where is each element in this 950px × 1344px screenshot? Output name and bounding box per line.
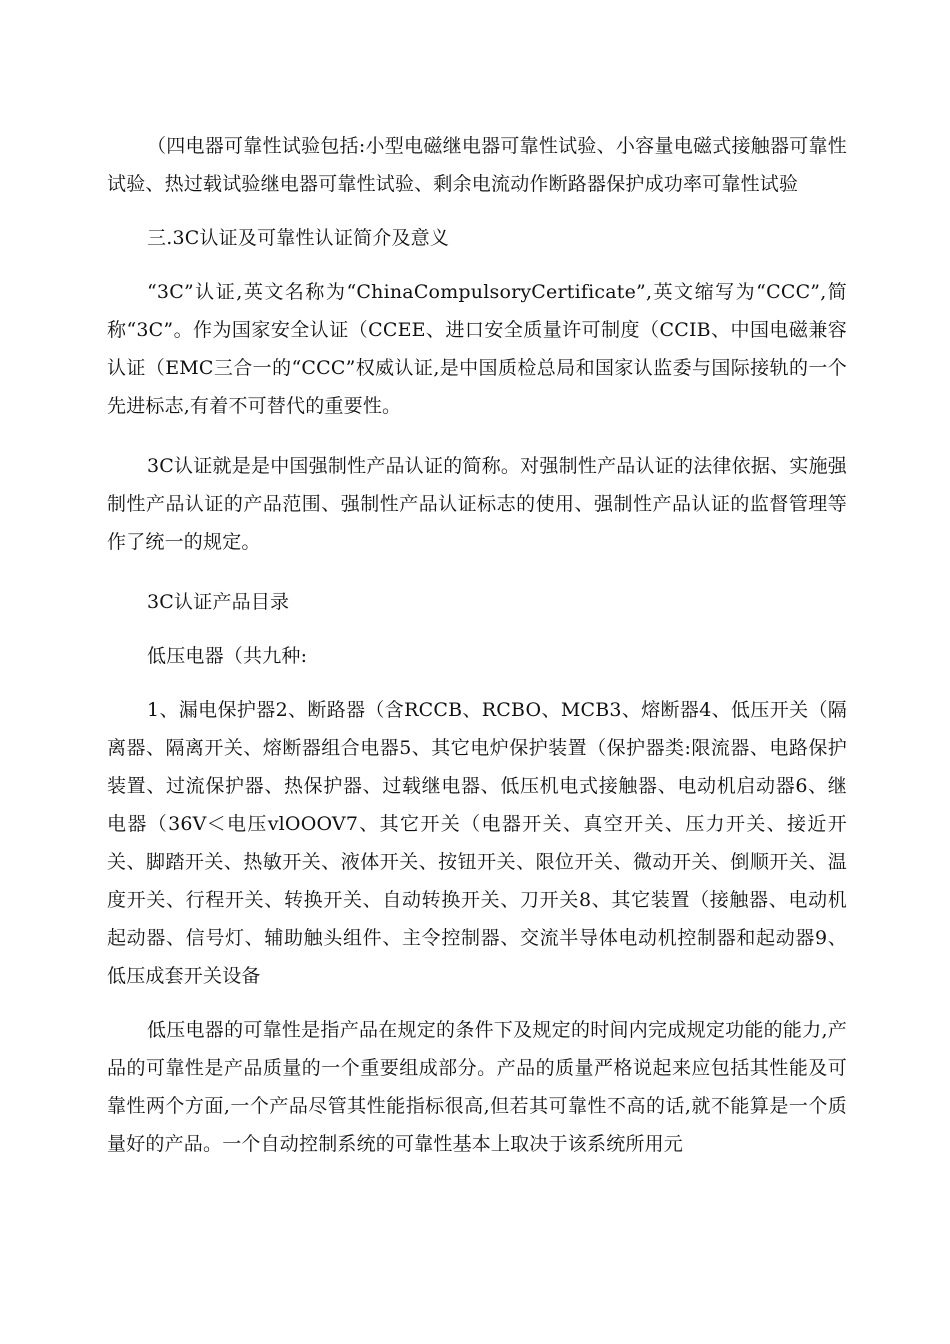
paragraph-3c-definition: 3C认证就是是中国强制性产品认证的简称。对强制性产品认证的法律依据、实施强制性产品认证的产品范围、强制性产品认证标志的使用、强制性产品认证的监督管理等作了统一的规定。 — [107, 455, 847, 553]
paragraph-product-list: 1、漏电保护器2、断路器（含RCCB、RCBO、MCB3、熔断器4、低压开关（隔离器、隔离开关、熔断器组合电器5、其它电炉保护装置（保护器类:限流器、电路保护装置、过流保护器、热保护器、过载继电器、低压机电式接触器、电动机启动器6、继电器（36V＜电压vlOOOV7、其它开关（电器开关、真空开关、压力开关、接近开关、脚踏开关、热敏开关、液体开关、按钮开关、限位开关、微动开关、倒顺开关、温度开关、行程开关、转换开关、自动转换开关、刀开关8、其它装置（接触器、电动机起动器、信号灯、辅助触头组件、主令控制器、交流半导体电动机控制器和起动器9、低压成套开关设备 — [107, 699, 847, 987]
paragraph-low-voltage-title: 低压电器（共九种: — [147, 645, 308, 667]
paragraph-reliability-tests: （四电器可靠性试验包括:小型电磁继电器可靠性试验、小容量电磁式接触器可靠性试验、热过载试验继电器可靠性试验、剩余电流动作断路器保护成功率可靠性试验 — [107, 135, 847, 195]
paragraph-3c-intro: “3C”认证,英文名称为“ChinaCompulsoryCertificate”,英文缩写为“CCC”,简称“3C”。作为国家安全认证（CCEE、进口安全质量许可制度（CCIB、中国电磁兼容认证（EMC三合一的“CCC”权威认证,是中国质检总局和国家认监委与国际接轨的一个先进标志,有着不可替代的重要性。 — [107, 281, 847, 417]
paragraph-reliability-definition: 低压电器的可靠性是指产品在规定的条件下及规定的时间内完成规定功能的能力,产品的可靠性是产品质量的一个重要组成部分。产品的质量严格说起来应包括其性能及可靠性两个方面,一个产品尽管其性能指标很高,但若其可靠性不高的话,就不能算是一个质量好的产品。一个自动控制系统的可靠性基本上取决于该系统所用元 — [107, 1019, 847, 1155]
section-heading-3c: 三.3C认证及可靠性认证简介及意义 — [147, 227, 450, 249]
paragraph-catalog-title: 3C认证产品目录 — [147, 591, 290, 613]
document-body — [107, 127, 847, 1163]
